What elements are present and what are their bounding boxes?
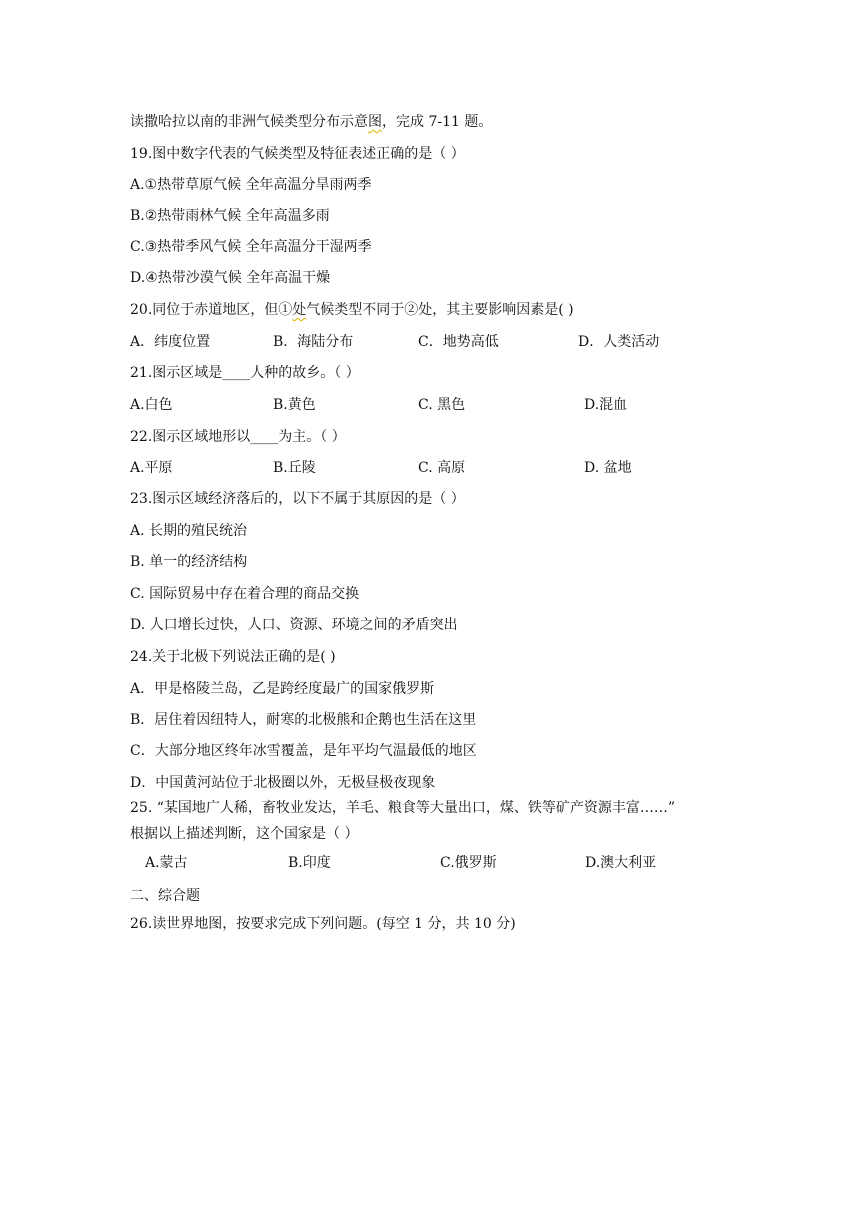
question-19-option-a: A.①热带草原气候 全年高温分旱雨两季 [130,177,372,193]
question-22-stem: 22.图示区域地形以____为主。（ ） [130,429,346,445]
question-21-stem: 21.图示区域是____人种的故乡。（ ） [130,365,360,381]
question-22-option-c: C. 高原 [418,460,466,476]
question-20-option-b: B．海陆分布 [273,334,354,350]
question-20-option-a: A．纬度位置 [130,334,211,350]
question-21-option-d: D.混血 [584,397,628,413]
section-2-heading: 二、综合题 [130,888,200,904]
question-23-option-b: B. 单一的经济结构 [130,554,248,570]
question-22-option-b: B.丘陵 [273,460,316,476]
question-20-option-d: D．人类活动 [578,334,660,350]
question-24-option-a: A．甲是格陵兰岛，乙是跨经度最广的国家俄罗斯 [130,681,435,697]
spellcheck-mark: 处 [292,302,307,318]
question-23-option-c: C. 国际贸易中存在着合理的商品交换 [130,586,360,602]
question-24-stem: 24.关于北极下列说法正确的是( ) [130,649,336,665]
question-22-option-a: A.平原 [130,460,173,476]
question-24-option-d: D．中国黄河站位于北极圈以外，无极昼极夜现象 [130,775,436,791]
question-23-option-d: D. 人口增长过快，人口、资源、环境之间的矛盾突出 [130,617,458,633]
question-21-option-a: A.白色 [130,397,173,413]
question-21-option-b: B.黄色 [273,397,316,413]
question-25-option-a: A.蒙古 [145,855,188,871]
question-25-option-b: B.印度 [288,855,331,871]
intro-text: 读撒哈拉以南的非洲气候类型分布示意图，完成 7-11 题。 [130,114,493,130]
question-25-stem-line-1: 25. “某国地广人稀，畜牧业发达，羊毛、粮食等大量出口，煤、铁等矿产资源丰富……” [130,800,676,816]
question-19-stem: 19.图中数字代表的气候类型及特征表述正确的是（ ） [130,146,465,162]
question-25-stem-line-2: 根据以上描述判断，这个国家是（ ） [130,826,359,842]
question-22-option-d: D. 盆地 [584,460,632,476]
question-26-stem: 26.读世界地图，按要求完成下列问题。(每空 1 分，共 10 分) [130,916,516,932]
question-25-option-c: C.俄罗斯 [440,855,497,871]
question-25-option-d: D.澳大利亚 [585,855,657,871]
question-19-option-c: C.③热带季风气候 全年高温分干湿两季 [130,239,372,255]
question-20-stem: 20.同位于赤道地区，但①处气候类型不同于②处，其主要影响因素是( ) [130,302,574,318]
spellcheck-mark: 图 [368,114,382,130]
question-23-stem: 23.图示区域经济落后的，以下不属于其原因的是（ ） [130,491,465,507]
question-24-option-c: C．大部分地区终年冰雪覆盖，是年平均气温最低的地区 [130,743,477,759]
question-20-option-c: C．地势高低 [418,334,499,350]
question-19-option-b: B.②热带雨林气候 全年高温多雨 [130,208,330,224]
question-23-option-a: A. 长期的殖民统治 [130,523,248,539]
question-21-option-c: C. 黑色 [418,397,466,413]
question-19-option-d: D.④热带沙漠气候 全年高温干燥 [130,270,331,286]
question-24-option-b: B．居住着因纽特人，耐寒的北极熊和企鹅也生活在这里 [130,712,477,728]
